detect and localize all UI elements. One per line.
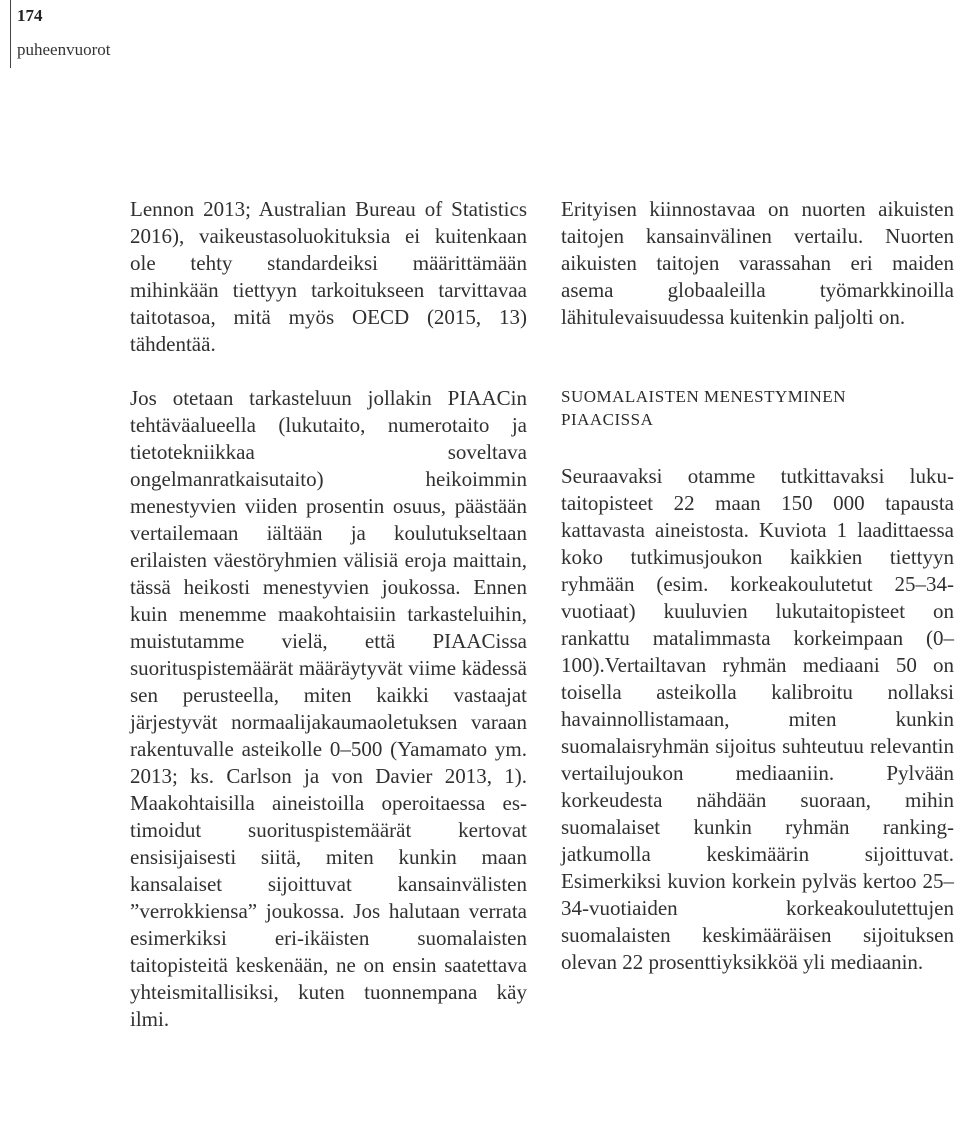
right-column xyxy=(561,196,954,976)
section-heading xyxy=(561,385,954,431)
page-number: 174 xyxy=(17,6,43,25)
left-paragraph-2: Jos otetaan tarkasteluun jollakin PIAACin tehtäväalueella (lukutaito, numerotaito ja tietotekniikkaa soveltava ongelmanratkaisutaito) heikoimmin menestyvien viiden prosentin osuus, päästään vertailemaan iältään ja koulutukseltaan erilaisten väestöryhmien välisiä eroja maittain, tässä heikosti menestyvien joukossa. Ennen kuin menemme maakohtaisiin tarkasteluihin, muistutamme vielä, että PIAACissa suorituspistemäärät määräytyvät viime kädessä sen perusteella, miten kaikki vastaajat järjestyvät normaalijakaumaoletuksen varaan rakentuvalle asteikolle 0–500 (Yamamato ym. 2013; ks. Carlson ja von Davier 2013, 1). Maakohtaisilla aineistoilla operoitaessa estimoidut suorituspistemäärät kertovat ensisijaisesti siitä, miten kunkin maan kansalaiset sijoittuvat kansainvälisten ”verrokkiensa” joukossa. Jos halutaan verrata esimerkiksi eri-ikäisten suomalaisten taitopisteitä keskenään, ne on ensin saatettava yhteismitallisiksi, kuten tuonnempana käy ilmi. xyxy=(130,386,527,1031)
left-paragraph-1: Lennon 2013; Australian Bureau of Statistics 2016), vaikeustasoluokituksia ei kuitenkaan ole tehty standardeiksi määrittämään mihinkään tiettyyn tarkoitukseen tarvittavaa taitotasoa, mitä myös OECD (2015, 13) tähdentää. xyxy=(130,197,527,356)
running-head xyxy=(0,0,140,70)
right-intro-paragraph: Erityisen kiinnostavaa on nuorten aikuisten taitojen kansainvälinen vertailu. Nuorten aikuisten taitojen varassahan eri maiden asema globaaleilla työmarkkinoilla lähitulevaisuudessa kuitenkin paljolti on. xyxy=(561,197,954,329)
running-head-rule xyxy=(10,0,11,68)
right-body-paragraph: Seuraavaksi otamme tutkittavaksi lukutaitopisteet 22 maan 150 000 tapausta kattavasta aineistosta. Kuviota 1 laadittaessa koko tutkimusjoukon kaikkien tiettyyn ryhmään (esim. korkeakoulutetut 25–34-vuotiaat) kuuluvien lukutaitopisteet on rankattu matalimmasta korkeimpaan (0–100).Vertailtavan ryhmän mediaani 50 on toisella asteikolla kalibroitu nollaksi havainnollistamaan, miten kunkin suomalaisryhmän sijoitus suhteutuu relevantin vertailujoukon mediaaniin. Pylvään korkeudesta nähdään suoraan, mihin suomalaiset kunkin ryhmän ranking-jatkumolla keskimäärin sijoittuvat. Esimerkiksi kuvion korkein pylväs kertoo 25–34-vuotiaiden korkeakoulutettujen suomalaisten keskimääräisen sijoituksen olevan 22 prosenttiyksikköä yli mediaanin. xyxy=(561,464,954,974)
section-heading-line-2: PIAACISSA xyxy=(561,410,654,429)
section-heading-line-1: SUOMALAISTEN MENESTYMINEN xyxy=(561,387,846,406)
left-column xyxy=(130,196,527,1033)
section-label: puheenvuorot xyxy=(17,40,111,59)
